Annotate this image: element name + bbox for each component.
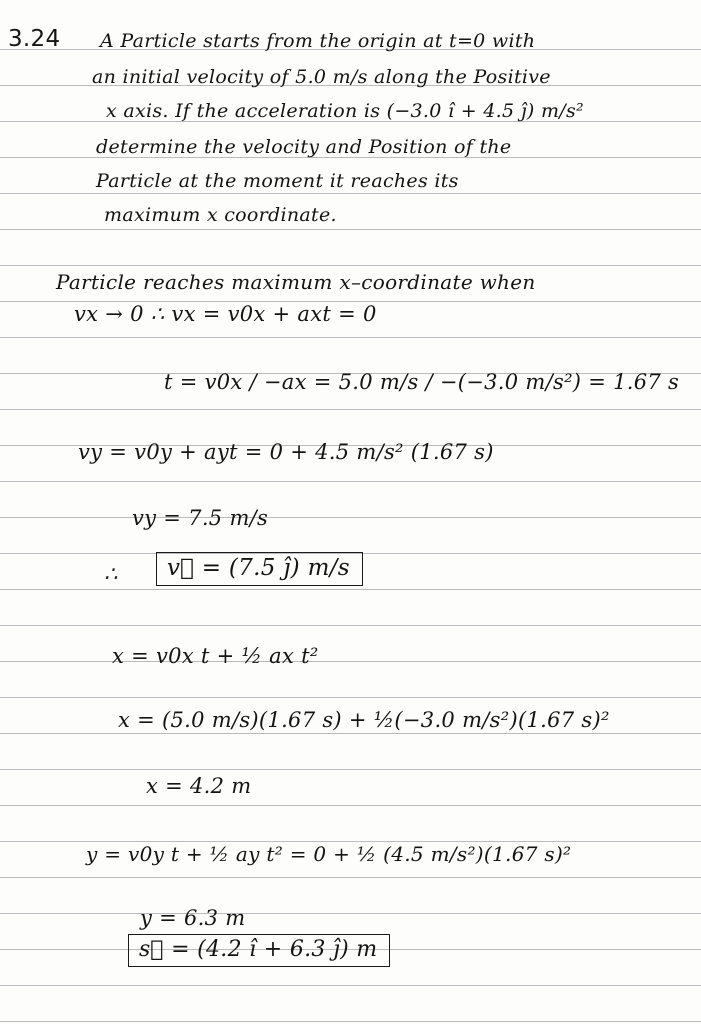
solution-line: vx → 0 ∴ vx = v0x + axt = 0 [74,302,377,326]
position-answer-box: s⃗ = (4.2 î + 6.3 ĵ) m [128,934,390,967]
problem-number: 3.24 [8,26,61,52]
velocity-answer-box: v⃗ = (7.5 ĵ) m/s [156,552,363,586]
problem-text-line: x axis. If the acceleration is (−3.0 î + 4.5 ĵ) m/s² [106,100,584,122]
problem-text-line: maximum x coordinate. [104,204,337,226]
problem-text-line: Particle at the moment it reaches its [96,170,459,192]
solution-line: x = 4.2 m [146,774,252,798]
solution-line: vy = 7.5 m/s [132,506,269,530]
therefore-symbol: ∴ [104,562,118,586]
problem-text-line: determine the velocity and Position of the [96,136,512,158]
problem-text-line: A Particle starts from the origin at t=0 with [100,30,536,52]
problem-text-line: an initial velocity of 5.0 m/s along the Positive [92,66,551,88]
solution-line: x = (5.0 m/s)(1.67 s) + ½(−3.0 m/s²)(1.67 s)² [118,708,610,732]
solution-line: x = v0x t + ½ ax t² [112,644,319,668]
solution-line: y = 6.3 m [140,906,246,930]
solution-line: t = v0x / −ax = 5.0 m/s / −(−3.0 m/s²) = 1.67 s [164,370,680,394]
solution-line: Particle reaches maximum x–coordinate when [56,270,536,294]
solution-line: vy = v0y + ayt = 0 + 4.5 m/s² (1.67 s) [78,440,494,464]
solution-line: y = v0y t + ½ ay t² = 0 + ½ (4.5 m/s²)(1.67 s)² [86,842,572,866]
